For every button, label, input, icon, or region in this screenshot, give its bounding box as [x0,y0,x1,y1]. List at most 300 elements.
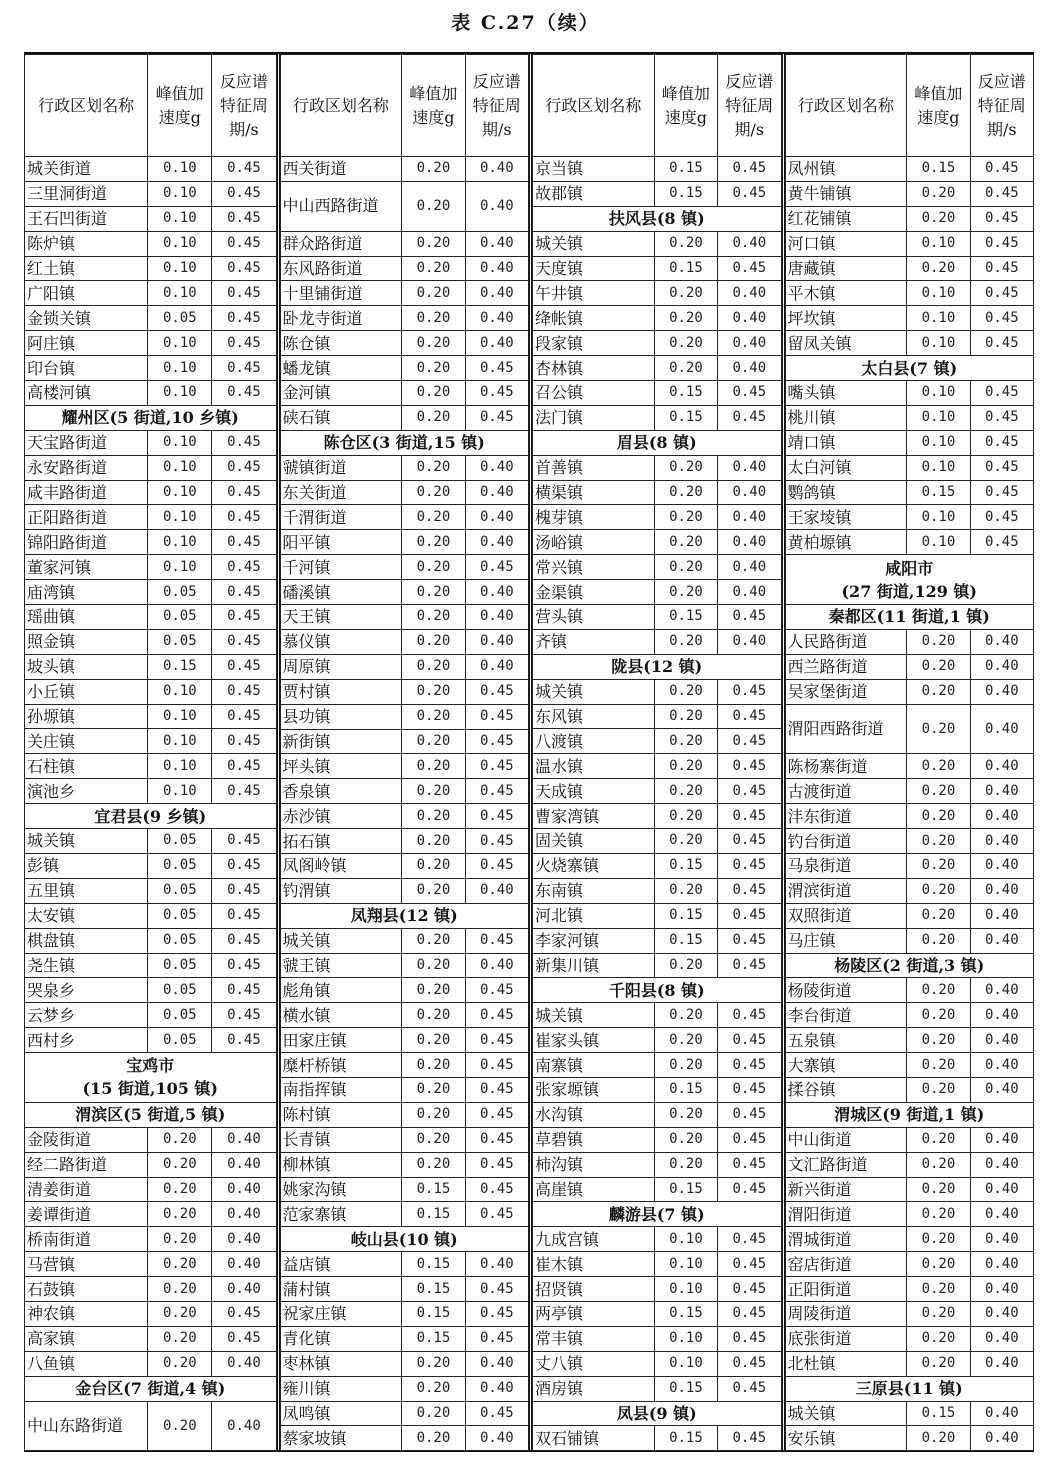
characteristic-period: 0.45 [212,181,276,206]
division-name: 千河镇 [280,555,402,580]
peak-acceleration: 0.20 [402,555,465,580]
division-name: 酒房镇 [533,1376,655,1401]
peak-acceleration: 0.20 [654,356,717,381]
table-row [25,878,277,903]
table-row [25,903,277,928]
division-name: 陈炉镇 [25,231,148,256]
characteristic-period: 0.40 [970,903,1033,928]
division-name: 常兴镇 [533,555,655,580]
peak-acceleration: 0.10 [148,281,212,306]
peak-acceleration: 0.20 [907,1028,970,1053]
characteristic-period: 0.45 [718,804,781,829]
characteristic-period: 0.45 [718,1053,781,1078]
table-row [533,853,782,878]
division-name: 三里洞街道 [25,181,148,206]
characteristic-period: 0.40 [465,331,528,356]
table-row [25,580,277,605]
peak-acceleration: 0.20 [907,878,970,903]
division-name: 姚家沟镇 [280,1177,402,1202]
characteristic-period: 0.40 [212,1152,276,1177]
section-row [25,1102,277,1127]
table-row [280,231,529,256]
peak-acceleration: 0.20 [402,356,465,381]
peak-acceleration: 0.10 [654,1351,717,1376]
characteristic-period: 0.45 [465,754,528,779]
section-row [785,555,1034,605]
peak-acceleration: 0.15 [402,1252,465,1277]
division-name: 凤阁岭镇 [280,853,402,878]
division-name: 火烧寨镇 [533,853,655,878]
peak-acceleration: 0.20 [402,181,465,231]
peak-acceleration: 0.15 [654,853,717,878]
table-row [533,455,782,480]
characteristic-period: 0.45 [465,729,528,754]
section-heading: 杨陵区(2 街道,3 镇) [785,953,1034,978]
section-row [785,1102,1034,1127]
characteristic-period: 0.45 [212,281,276,306]
table-row [25,1177,277,1202]
characteristic-period: 0.40 [212,1227,276,1252]
header-peak-acceleration: 峰值加速度g [907,55,970,157]
peak-acceleration: 0.20 [402,281,465,306]
characteristic-period: 0.45 [212,455,276,480]
section-heading: 金台区(7 街道,4 镇) [25,1376,277,1401]
table-row [533,281,782,306]
peak-acceleration: 0.10 [148,206,212,231]
division-name: 营头镇 [533,605,655,630]
division-name: 南寨镇 [533,1053,655,1078]
division-name: 东风镇 [533,704,655,729]
division-name: 槐芽镇 [533,505,655,530]
column-table [24,54,277,1451]
peak-acceleration: 0.20 [907,1326,970,1351]
division-name: 绛帐镇 [533,306,655,331]
table-row [533,1053,782,1078]
peak-acceleration: 0.20 [148,1326,212,1351]
peak-acceleration: 0.20 [654,754,717,779]
division-name: 留凤关镇 [785,331,907,356]
table-row [25,281,277,306]
table-row [25,1252,277,1277]
table-row [280,381,529,406]
characteristic-period: 0.45 [465,1053,528,1078]
characteristic-period: 0.45 [718,1301,781,1326]
table-row [280,978,529,1003]
peak-acceleration: 0.20 [654,1003,717,1028]
characteristic-period: 0.45 [465,356,528,381]
table-row [280,157,529,182]
table-row [25,1028,277,1053]
peak-acceleration: 0.20 [402,829,465,854]
characteristic-period: 0.40 [970,1028,1033,1053]
table-row [533,555,782,580]
peak-acceleration: 0.20 [907,629,970,654]
peak-acceleration: 0.20 [654,679,717,704]
table-row [280,928,529,953]
section-heading: 千阳县(8 镇) [533,978,782,1003]
peak-acceleration: 0.15 [654,1301,717,1326]
column-table [280,54,530,1451]
characteristic-period: 0.40 [212,1401,276,1451]
column-table [785,54,1035,1451]
table-row [785,704,1034,754]
characteristic-period: 0.45 [970,157,1033,182]
division-name: 平木镇 [785,281,907,306]
peak-acceleration: 0.20 [654,878,717,903]
table-row [280,505,529,530]
table-row [533,381,782,406]
characteristic-period: 0.40 [970,1426,1033,1451]
peak-acceleration: 0.20 [402,1003,465,1028]
table-row [533,605,782,630]
characteristic-period: 0.45 [212,331,276,356]
division-name: 磻溪镇 [280,580,402,605]
characteristic-period: 0.45 [718,1252,781,1277]
city-name: 咸阳市 [885,558,934,578]
division-name: 广阳镇 [25,281,148,306]
peak-acceleration: 0.10 [907,405,970,430]
peak-acceleration: 0.20 [907,804,970,829]
characteristic-period: 0.45 [465,1152,528,1177]
table-row [25,629,277,654]
characteristic-period: 0.45 [212,953,276,978]
peak-acceleration: 0.20 [402,1376,465,1401]
peak-acceleration: 0.20 [402,1127,465,1152]
peak-acceleration: 0.15 [402,1177,465,1202]
table-row [785,978,1034,1003]
table-row [785,779,1034,804]
table-row [280,1077,529,1102]
table-row [533,1003,782,1028]
division-name: 高崖镇 [533,1177,655,1202]
division-name: 虢王镇 [280,953,402,978]
peak-acceleration: 0.20 [148,1152,212,1177]
header-division-name: 行政区划名称 [25,55,148,157]
division-name: 棋盘镇 [25,928,148,953]
table-row [25,1152,277,1177]
characteristic-period: 0.45 [465,1003,528,1028]
header-peak-acceleration: 峰值加速度g [654,55,717,157]
section-row [25,1053,277,1103]
table-row [533,903,782,928]
characteristic-period: 0.45 [970,505,1033,530]
table-row [25,181,277,206]
characteristic-period: 0.40 [970,829,1033,854]
characteristic-period: 0.40 [970,804,1033,829]
peak-acceleration: 0.20 [907,181,970,206]
table-row [25,356,277,381]
characteristic-period: 0.45 [465,1177,528,1202]
division-name: 窑店街道 [785,1252,907,1277]
division-name: 水沟镇 [533,1102,655,1127]
characteristic-period: 0.45 [212,231,276,256]
table-row [785,331,1034,356]
table-row [25,530,277,555]
division-name: 新集川镇 [533,953,655,978]
peak-acceleration: 0.20 [654,629,717,654]
characteristic-period: 0.40 [212,1252,276,1277]
characteristic-period: 0.40 [465,281,528,306]
table-row [785,1326,1034,1351]
peak-acceleration: 0.15 [654,256,717,281]
peak-acceleration: 0.20 [402,505,465,530]
division-name: 西关街道 [280,157,402,182]
characteristic-period: 0.45 [718,157,781,182]
table-row [280,654,529,679]
division-name: 田家庄镇 [280,1028,402,1053]
division-name: 坪头镇 [280,754,402,779]
division-name: 河口镇 [785,231,907,256]
division-name: 陈杨寨街道 [785,754,907,779]
division-name: 枣林镇 [280,1351,402,1376]
characteristic-period: 0.45 [718,928,781,953]
table-row [533,1301,782,1326]
table-row [533,1177,782,1202]
division-name: 小丘镇 [25,679,148,704]
peak-acceleration: 0.20 [654,580,717,605]
peak-acceleration: 0.20 [907,206,970,231]
division-name: 南指挥镇 [280,1077,402,1102]
peak-acceleration: 0.20 [654,331,717,356]
characteristic-period: 0.45 [212,580,276,605]
table-row [785,405,1034,430]
division-name: 演池乡 [25,779,148,804]
division-name: 崔木镇 [533,1252,655,1277]
characteristic-period: 0.45 [465,804,528,829]
peak-acceleration: 0.20 [907,1152,970,1177]
section-row [280,903,529,928]
characteristic-period: 0.40 [970,1127,1033,1152]
peak-acceleration: 0.20 [654,704,717,729]
division-name: 横渠镇 [533,480,655,505]
table-row [25,605,277,630]
division-name: 钓渭镇 [280,878,402,903]
table-row [25,654,277,679]
division-name: 清姜街道 [25,1177,148,1202]
characteristic-period: 0.45 [718,1277,781,1302]
table-row [280,829,529,854]
table-row [25,331,277,356]
section-heading: 秦都区(11 街道,1 镇) [785,605,1034,630]
table-row [280,480,529,505]
peak-acceleration: 0.20 [402,157,465,182]
characteristic-period: 0.45 [465,1028,528,1053]
table-row [533,878,782,903]
table-row [533,405,782,430]
division-name: 柳林镇 [280,1152,402,1177]
table-row [533,1077,782,1102]
table-row [533,1252,782,1277]
table-row [280,953,529,978]
table-row [785,381,1034,406]
division-name: 唐藏镇 [785,256,907,281]
division-name: 拓石镇 [280,829,402,854]
peak-acceleration: 0.20 [654,281,717,306]
division-name: 益店镇 [280,1252,402,1277]
division-name: 沣东街道 [785,804,907,829]
header-peak-acceleration: 峰值加速度g [402,55,465,157]
characteristic-period: 0.45 [718,256,781,281]
division-name: 周陵街道 [785,1302,907,1327]
characteristic-period: 0.40 [718,306,781,331]
table-row [785,928,1034,953]
characteristic-period: 0.40 [970,1401,1033,1426]
characteristic-period: 0.45 [465,853,528,878]
peak-acceleration: 0.15 [148,654,212,679]
section-row [533,654,782,679]
division-name: 金陵街道 [25,1127,148,1152]
characteristic-period: 0.45 [718,679,781,704]
peak-acceleration: 0.20 [402,679,465,704]
division-name: 天度镇 [533,256,655,281]
characteristic-period: 0.45 [212,654,276,679]
division-name: 柿沟镇 [533,1152,655,1177]
peak-acceleration: 0.20 [907,654,970,679]
peak-acceleration: 0.10 [907,455,970,480]
characteristic-period: 0.45 [465,381,528,406]
table-row [785,455,1034,480]
division-name: 青化镇 [280,1326,402,1351]
table-row [25,754,277,779]
division-name: 经二路街道 [25,1152,148,1177]
peak-acceleration: 0.05 [148,605,212,630]
table-row [280,306,529,331]
table-row [533,530,782,555]
division-name: 贾村镇 [280,679,402,704]
characteristic-period: 0.40 [970,1177,1033,1202]
division-name: 九成宫镇 [533,1227,655,1252]
table-row [533,306,782,331]
peak-acceleration: 0.20 [907,928,970,953]
section-heading: 宜君县(9 乡镇) [25,804,277,829]
characteristic-period: 0.45 [718,181,781,206]
characteristic-period: 0.45 [718,381,781,406]
peak-acceleration: 0.20 [402,629,465,654]
characteristic-period: 0.40 [718,530,781,555]
division-name: 天王镇 [280,605,402,630]
table-row [785,181,1034,206]
peak-acceleration: 0.20 [402,654,465,679]
characteristic-period: 0.40 [970,1202,1033,1227]
division-name: 瑶曲镇 [25,605,148,630]
division-name: 杨陵街道 [785,978,907,1003]
characteristic-period: 0.45 [212,1003,276,1028]
header-period: 反应谱特征周期/s [212,55,276,157]
table-row [785,256,1034,281]
division-name: 陈仓镇 [280,331,402,356]
section-row [280,430,529,455]
characteristic-period: 0.45 [465,1401,528,1426]
characteristic-period: 0.45 [212,978,276,1003]
table-row [280,853,529,878]
table-column-2 [277,54,530,1450]
table-row [280,580,529,605]
division-name: 中山东路街道 [25,1401,148,1451]
characteristic-period: 0.45 [465,704,528,729]
table-column-1 [24,54,277,1450]
division-name: 天宝路街道 [25,430,148,455]
characteristic-period: 0.40 [970,1302,1033,1327]
city-heading [25,1053,277,1103]
table-column-4 [782,54,1035,1450]
characteristic-period: 0.40 [970,1053,1033,1078]
peak-acceleration: 0.20 [402,779,465,804]
table-row [785,306,1034,331]
division-name: 桃川镇 [785,405,907,430]
division-name: 靖口镇 [785,430,907,455]
table-row [280,779,529,804]
section-row [785,605,1034,630]
division-name: 召公镇 [533,381,655,406]
division-name: 法门镇 [533,405,655,430]
table-row [280,1102,529,1127]
peak-acceleration: 0.10 [907,530,970,555]
characteristic-period: 0.40 [465,1252,528,1277]
division-name: 庙湾镇 [25,580,148,605]
characteristic-period: 0.40 [970,1077,1033,1102]
division-name: 金渠镇 [533,580,655,605]
table-row [25,1202,277,1227]
characteristic-period: 0.45 [718,405,781,430]
peak-acceleration: 0.20 [654,455,717,480]
peak-acceleration: 0.10 [907,430,970,455]
table-row [785,1426,1034,1451]
table-title: 表 C.27（续） [451,12,600,34]
division-name: 坡头镇 [25,654,148,679]
table-row [280,1277,529,1302]
characteristic-period: 0.45 [970,530,1033,555]
characteristic-period: 0.45 [718,903,781,928]
characteristic-period: 0.40 [718,505,781,530]
table-row [25,157,277,182]
table-row [785,530,1034,555]
table-row [533,729,782,754]
division-name: 天成镇 [533,779,655,804]
division-name: 凤鸣镇 [280,1401,402,1426]
peak-acceleration: 0.20 [907,1177,970,1202]
table-row [785,654,1034,679]
table-row [280,754,529,779]
characteristic-period: 0.40 [718,555,781,580]
characteristic-period: 0.45 [718,1177,781,1202]
peak-acceleration: 0.10 [148,555,212,580]
table-row [280,804,529,829]
division-name: 杏林镇 [533,356,655,381]
division-name: 丈八镇 [533,1351,655,1376]
header-row [25,55,277,157]
peak-acceleration: 0.20 [907,1277,970,1302]
characteristic-period: 0.40 [718,629,781,654]
characteristic-period: 0.45 [718,1351,781,1376]
characteristic-period: 0.40 [970,978,1033,1003]
peak-acceleration: 0.20 [402,405,465,430]
division-name: 常丰镇 [533,1326,655,1351]
characteristic-period: 0.45 [212,704,276,729]
characteristic-period: 0.45 [212,1028,276,1053]
section-heading: 耀州区(5 街道,10 乡镇) [25,405,277,430]
table-row [280,729,529,754]
peak-acceleration: 0.15 [654,181,717,206]
division-name: 城关镇 [280,928,402,953]
table-row [25,1401,277,1451]
peak-acceleration: 0.20 [907,704,970,754]
peak-acceleration: 0.20 [907,853,970,878]
characteristic-period: 0.45 [465,1301,528,1326]
division-name: 太白河镇 [785,455,907,480]
division-name: 段家镇 [533,331,655,356]
peak-acceleration: 0.10 [148,704,212,729]
header-period: 反应谱特征周期/s [465,55,528,157]
